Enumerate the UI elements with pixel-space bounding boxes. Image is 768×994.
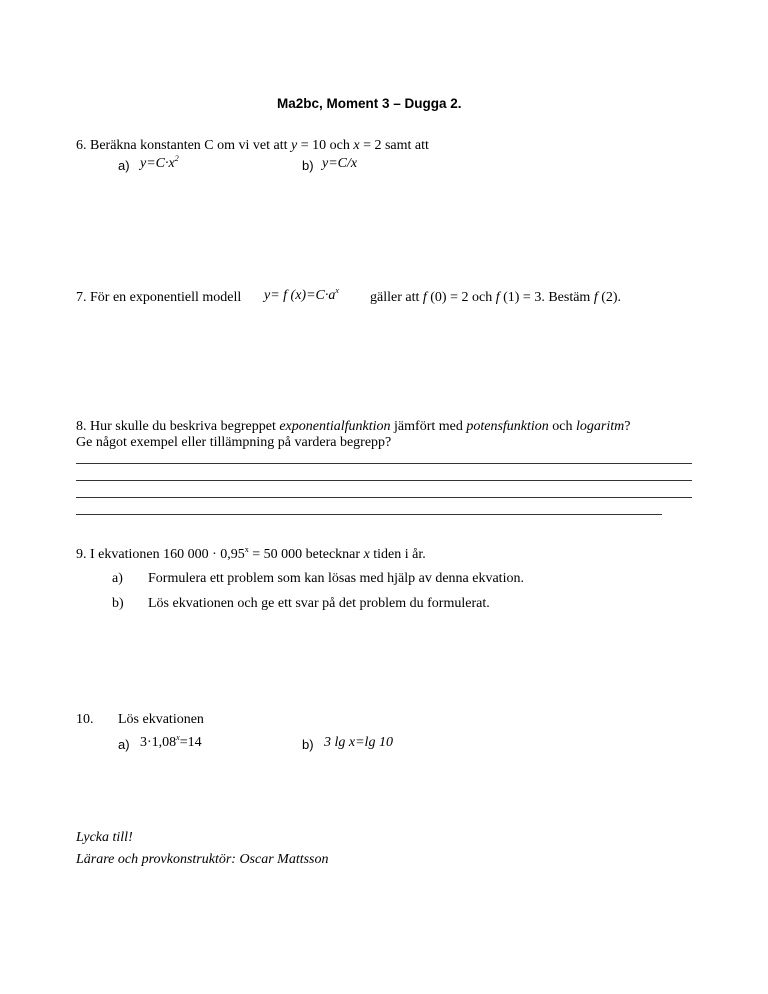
question-10-prompt: Lös ekvationen: [118, 712, 204, 727]
question-6a-formula: $y=C\cdot x^2$: [140, 154, 179, 171]
footer-greeting: Lycka till!: [76, 830, 133, 845]
question-10b-formula: 3 lg x=lg 10: [324, 735, 393, 750]
question-6b-label: b): [302, 158, 314, 173]
question-9-prompt: 9. I ekvationen 160 $000 \cdot 0,95^x = 50$ 000 betecknar x tiden i år.: [76, 545, 426, 562]
question-7-conditions: gäller att f (0) = 2 och f (1) = 3. Bestäm f (2).: [370, 290, 622, 305]
answer-line: [76, 514, 662, 515]
question-8-subprompt: Ge något exempel eller tillämpning på vardera begrepp?: [76, 435, 392, 450]
question-9a-text: Formulera ett problem som kan lösas med hjälp av denna ekvation.: [148, 571, 524, 586]
question-9b-text: Lös ekvationen och ge ett svar på det problem du formulerat.: [148, 596, 490, 611]
footer-author: Lärare och provkonstruktör: Oscar Mattsson: [76, 852, 329, 867]
answer-line: [76, 480, 692, 481]
answer-line: [76, 497, 692, 498]
question-10a-label: a): [118, 737, 130, 752]
question-10b-label: b): [302, 737, 314, 752]
question-9b-label: b): [112, 596, 124, 611]
page-title: Ma2bc, Moment 3 – Dugga 2.: [277, 96, 462, 111]
question-8-prompt: 8. Hur skulle du beskriva begreppet exponentialfunktion jämfört med potensfunktion och logaritm?: [76, 419, 631, 434]
question-7-formula: y= f $(x)=C\cdot a^x$: [264, 286, 339, 303]
question-10-number: 10.: [76, 712, 94, 727]
question-9a-label: a): [112, 571, 123, 586]
answer-line: [76, 463, 692, 464]
question-10a-formula: $3\cdot 1,08^x=14$: [140, 733, 202, 750]
question-6b-formula: y=C/x: [322, 156, 358, 171]
question-6a-label: a): [118, 158, 130, 173]
question-7-intro: 7. För en exponentiell modell: [76, 290, 242, 305]
question-6-prompt: 6. Beräkna konstanten C om vi vet att y = 10 och x = 2 samt att: [76, 138, 429, 153]
